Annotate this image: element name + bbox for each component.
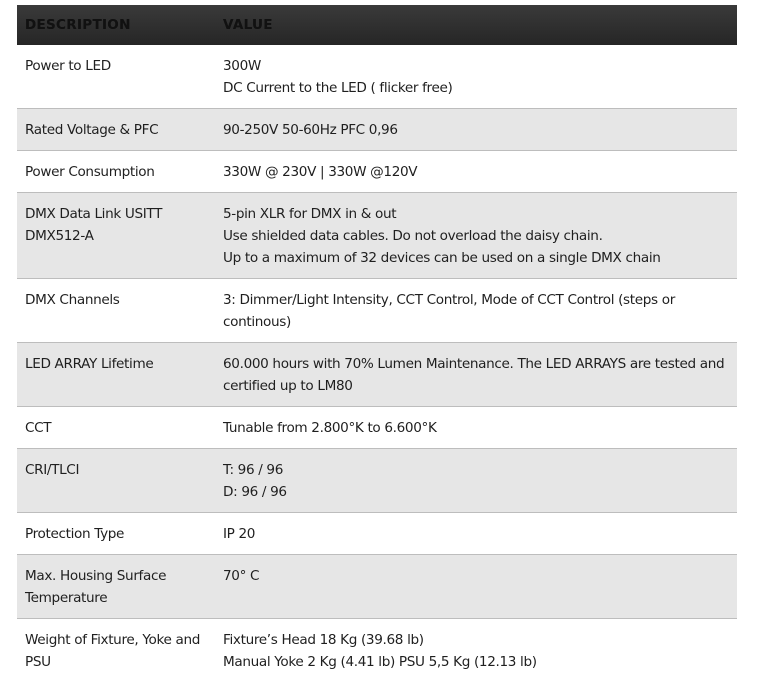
spec-label-cell	[17, 109, 215, 151]
spec-label: Max. Housing Surface	[25, 568, 167, 584]
spec-value: T: 96 / 96	[223, 462, 284, 478]
spec-label: Weight of Fixture, Yoke and	[25, 632, 201, 648]
spec-value-cell	[215, 449, 737, 513]
spec-label-cell	[17, 279, 215, 343]
spec-value: 5-pin XLR for DMX in & out	[223, 206, 397, 222]
table-row	[17, 109, 737, 151]
table-row	[17, 555, 737, 619]
spec-value-cell	[215, 407, 737, 449]
spec-label-cell	[17, 193, 215, 279]
spec-value: 300W	[223, 58, 261, 74]
spec-label-cell	[17, 151, 215, 193]
header-row	[17, 5, 737, 45]
table-row	[17, 343, 737, 407]
table-body	[17, 45, 737, 682]
spec-label: CCT	[25, 420, 52, 436]
table-header	[17, 5, 737, 45]
spec-label: Power to LED	[25, 58, 111, 74]
spec-value: 70° C	[223, 568, 260, 584]
spec-value: Manual Yoke 2 Kg (4.41 lb) PSU 5,5 Kg (12.13 lb)	[223, 654, 537, 670]
spec-label-cell	[17, 513, 215, 555]
spec-label: PSU	[25, 654, 51, 670]
table-row	[17, 45, 737, 109]
spec-value: Fixture’s Head 18 Kg (39.68 lb)	[223, 632, 424, 648]
spec-value-cell	[215, 109, 737, 151]
spec-value-cell	[215, 45, 737, 109]
spec-label: CRI/TLCI	[25, 462, 80, 478]
spec-label-cell	[17, 343, 215, 407]
spec-value-cell	[215, 619, 737, 683]
spec-value: 90-250V 50-60Hz PFC 0,96	[223, 122, 398, 138]
spec-label: Rated Voltage & PFC	[25, 122, 159, 138]
spec-label-cell	[17, 407, 215, 449]
spec-value-cell	[215, 193, 737, 279]
spec-value: DC Current to the LED ( flicker free)	[223, 80, 453, 96]
table-row	[17, 619, 737, 683]
spec-label-cell	[17, 449, 215, 513]
table-row	[17, 151, 737, 193]
spec-label-cell	[17, 45, 215, 109]
spec-value: D: 96 / 96	[223, 484, 287, 500]
spec-value: 330W @ 230V | 330W @120V	[223, 164, 418, 180]
spec-label: Temperature	[25, 590, 108, 606]
spec-label: DMX Channels	[25, 292, 120, 308]
spec-label: Protection Type	[25, 526, 125, 542]
spec-value-cell	[215, 279, 737, 343]
table-row	[17, 407, 737, 449]
spec-value-cell	[215, 151, 737, 193]
spec-label: DMX512-A	[25, 228, 94, 244]
spec-value: Use shielded data cables. Do not overload the daisy chain.	[223, 228, 603, 244]
spec-value: certified up to LM80	[223, 378, 353, 394]
header-value: VALUE	[223, 17, 273, 33]
spec-value-cell	[215, 343, 737, 407]
spec-label: Power Consumption	[25, 164, 155, 180]
spec-value: Tunable from 2.800°K to 6.600°K	[223, 420, 437, 436]
spec-value-cell	[215, 513, 737, 555]
table-row	[17, 513, 737, 555]
table-row	[17, 449, 737, 513]
spec-value: IP 20	[223, 526, 256, 542]
spec-value-cell	[215, 555, 737, 619]
table-row	[17, 193, 737, 279]
spec-label-cell	[17, 619, 215, 683]
spec-value: continous)	[223, 314, 291, 330]
header-description: DESCRIPTION	[25, 17, 131, 33]
spec-table	[17, 5, 737, 682]
spec-value: 60.000 hours with 70% Lumen Maintenance. The LED ARRAYS are tested and	[223, 356, 725, 372]
spec-label-cell	[17, 555, 215, 619]
spec-label: LED ARRAY Lifetime	[25, 356, 154, 372]
spec-value: Up to a maximum of 32 devices can be used on a single DMX chain	[223, 250, 661, 266]
table-row	[17, 279, 737, 343]
spec-value: 3: Dimmer/Light Intensity, CCT Control, Mode of CCT Control (steps or	[223, 292, 675, 308]
spec-label: DMX Data Link USITT	[25, 206, 163, 222]
